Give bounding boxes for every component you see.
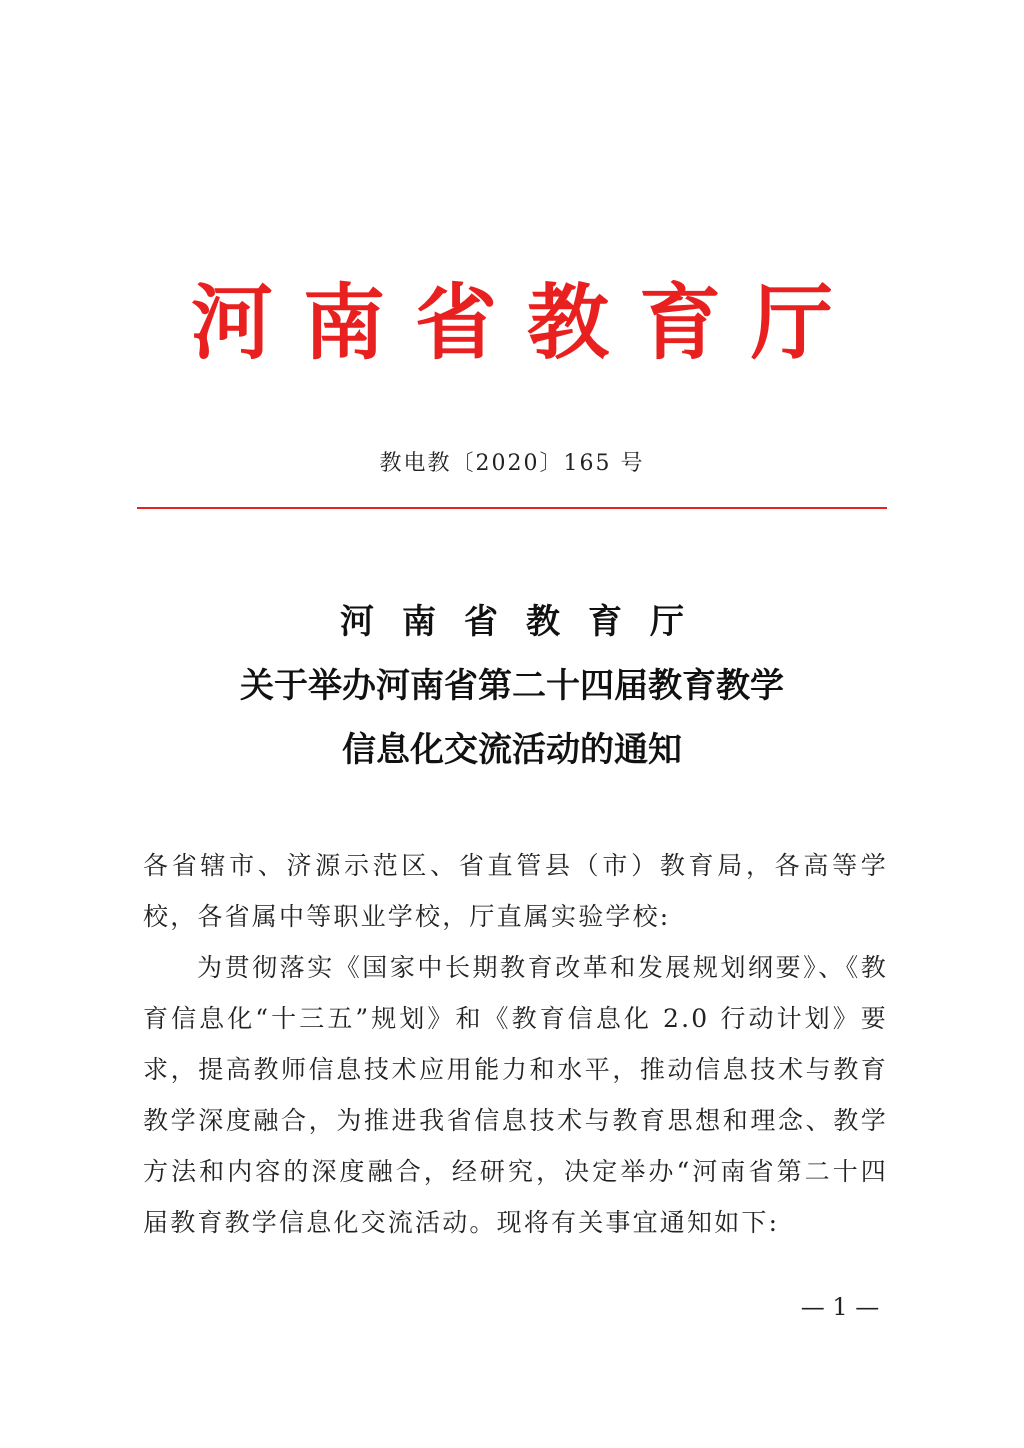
title-line-2: 关于举办河南省第二十四届教育教学 [240, 666, 784, 706]
title-line-1: 河南省教育厅 [340, 602, 712, 642]
body-paragraph: 为贯彻落实《国家中长期教育改革和发展规划纲要》、《教育信息化“十三五”规划》和《教育信息化 2.0 行动计划》要求，提高教师信息技术应用能力和水平，推动信息技术与教育教学深度融合，为推进我省信息技术与教育思想和理念、教学方法和内容的深度融合，经研究，决定举办“河南省第二十四届教育教学信息化交流活动。现将有关事宜通知如下: [143, 953, 888, 1237]
masthead-title: 河南省教育厅 [190, 275, 863, 371]
notice-body [143, 840, 888, 1248]
notice-title [0, 590, 1024, 782]
document-number: 教电教〔2020〕165 号 [379, 451, 645, 476]
addressee-paragraph: 各省辖市、济源示范区、省直管县（市）教育局，各高等学校，各省属中等职业学校，厅直属实验学校: [143, 851, 888, 931]
red-divider [137, 507, 887, 509]
page-number: — 1 — [800, 1293, 880, 1321]
title-line-3: 信息化交流活动的通知 [342, 730, 682, 770]
